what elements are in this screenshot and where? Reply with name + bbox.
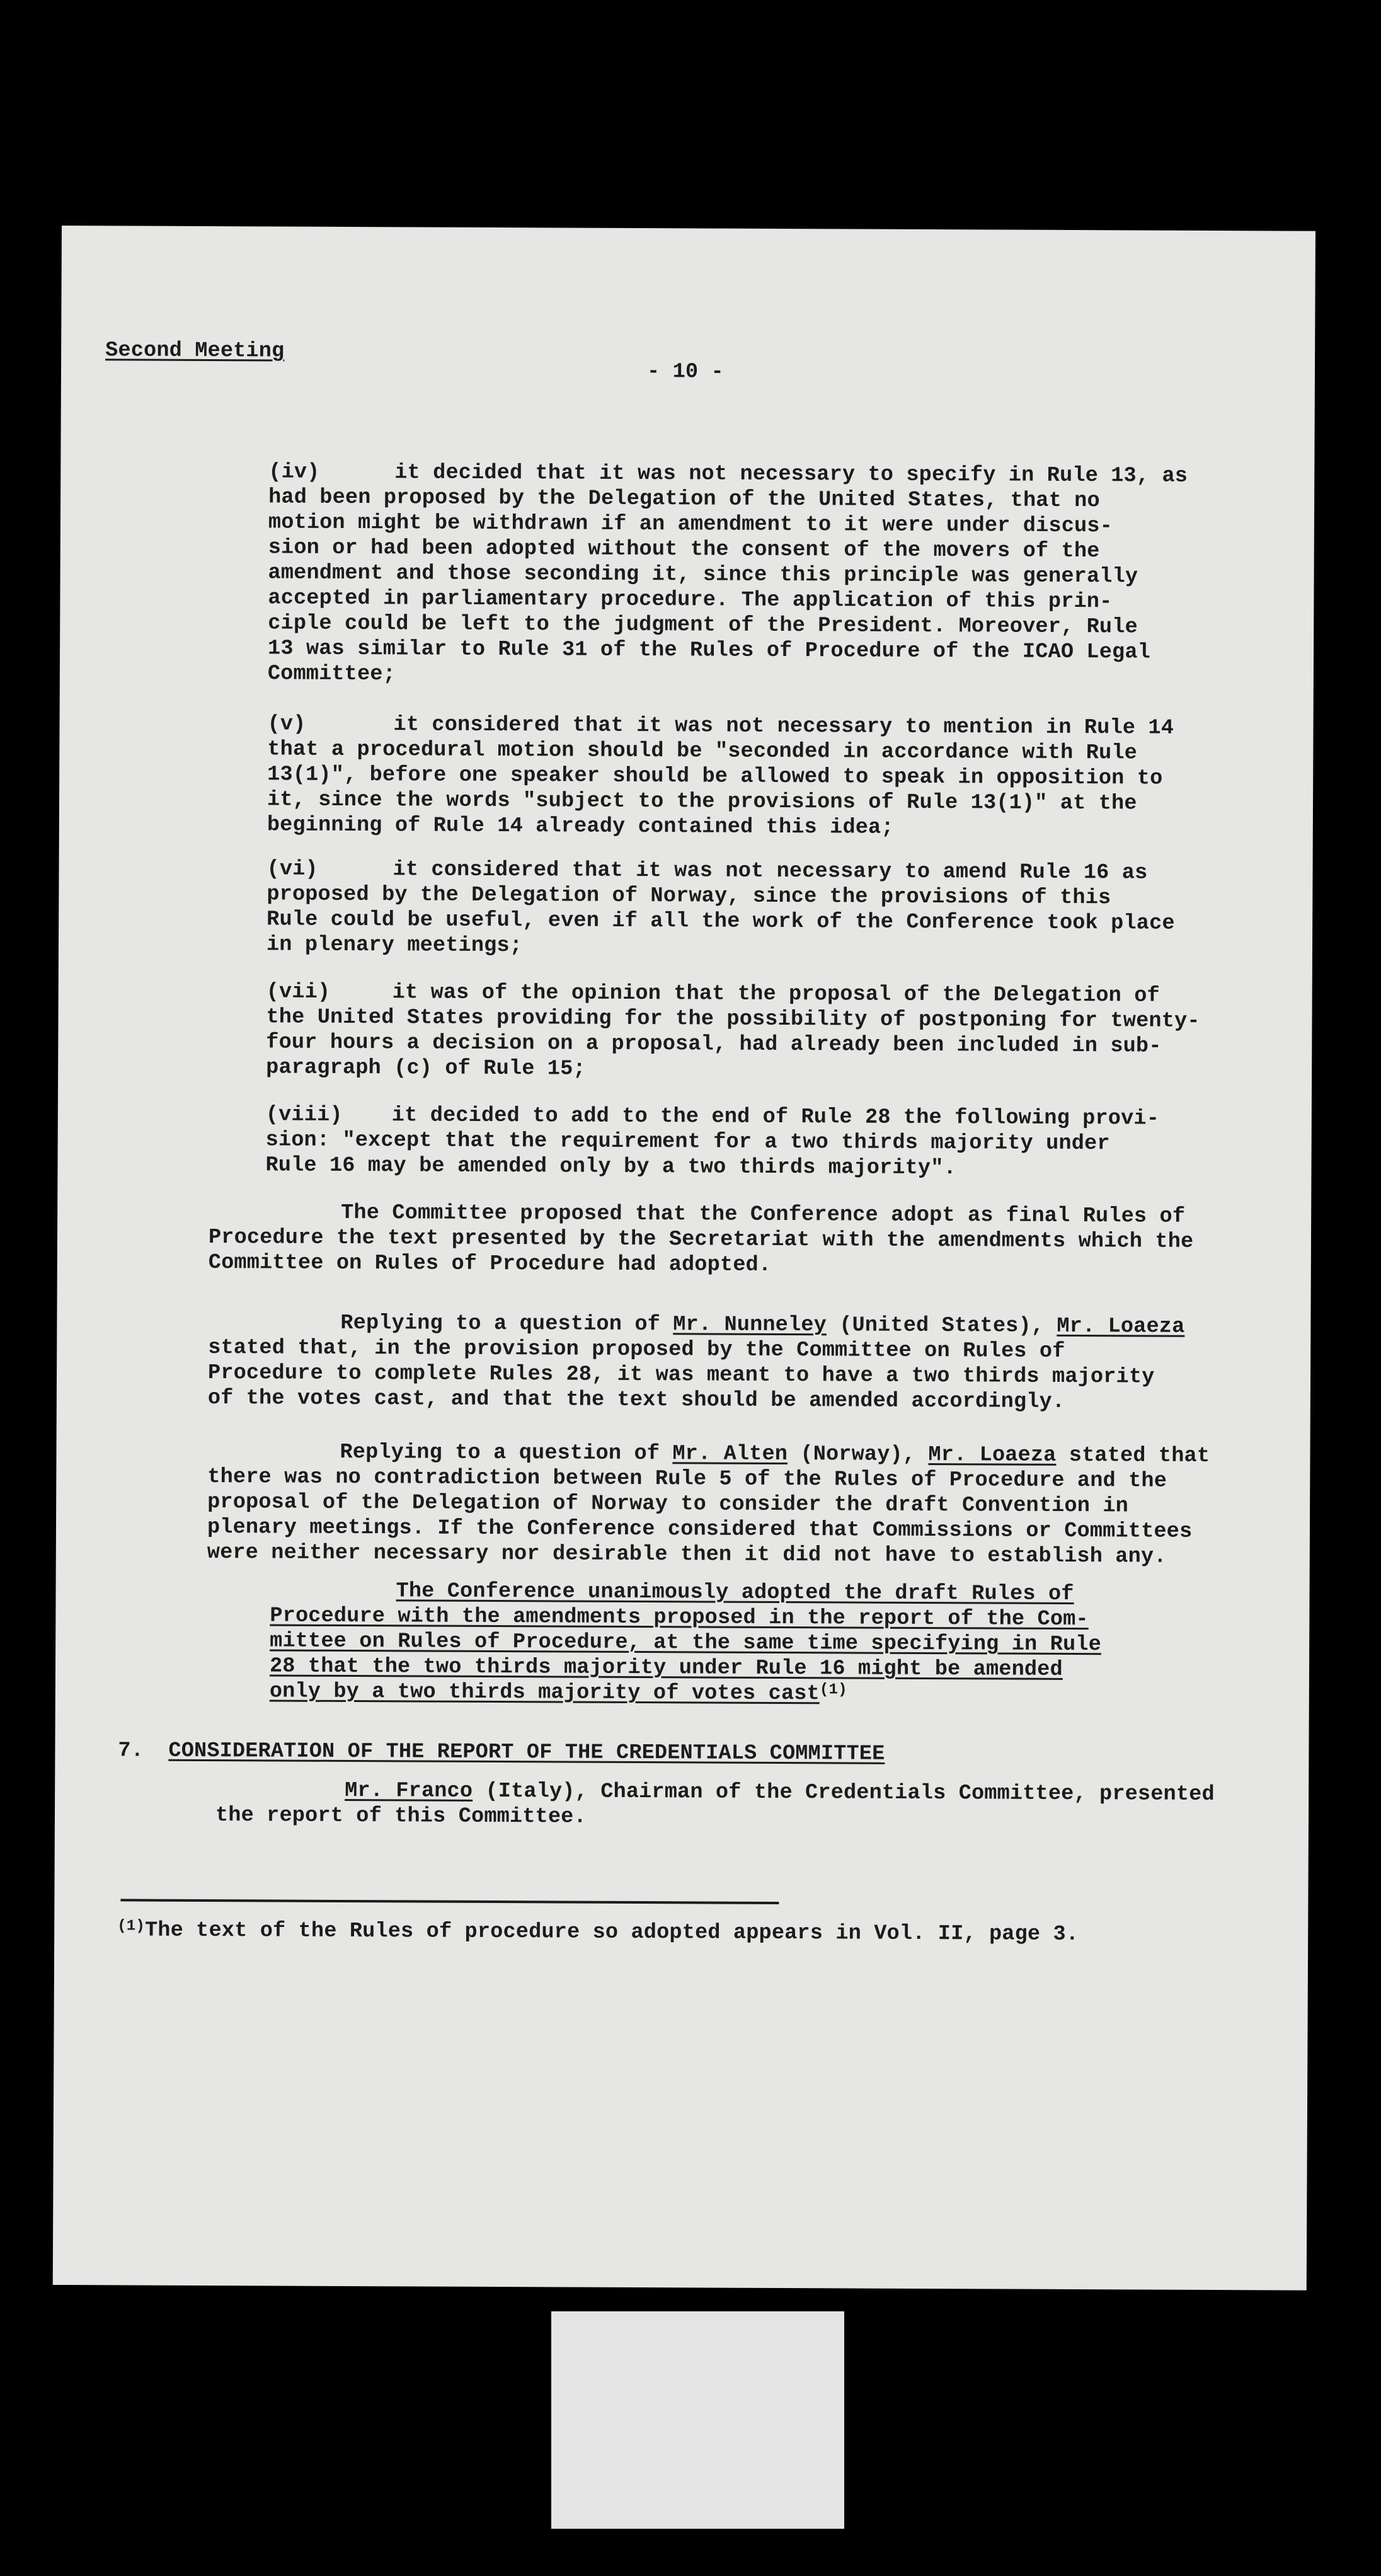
- item-marker: (viii): [265, 1103, 343, 1127]
- item-line: it considered that it was not necessary to amend Rule 16 as: [393, 858, 1148, 885]
- list-item-vii: [266, 979, 1200, 1084]
- item-line: it considered that it was not necessary to mention in Rule 14: [393, 713, 1174, 740]
- paragraph-nunneley: [208, 1310, 1185, 1415]
- item-line: proposed by the Delegation of Norway, since the provisions of this: [266, 882, 1111, 911]
- section-7-heading: [118, 1738, 885, 1766]
- paragraph-line: The Committee proposed that the Conference adopt as final Rules of: [341, 1200, 1186, 1229]
- resolution-line: 28 that the two thirds majority under Rule 16 might be amended: [269, 1654, 1063, 1682]
- item-line: in plenary meetings;: [266, 933, 523, 958]
- paragraph-text: stated that: [1056, 1443, 1210, 1468]
- item-marker: (vii): [266, 980, 331, 1004]
- footnote-marker: (1): [117, 1918, 146, 1935]
- footnote-text: The text of the Rules of procedure so adopted appears in Vol. II, page 3.: [144, 1918, 1079, 1947]
- speaker-name: Mr. Franco: [345, 1778, 473, 1803]
- resolution-line: mittee on Rules of Procedure, at the same time specifying in Rule: [270, 1629, 1101, 1657]
- document-page: [53, 226, 1315, 2291]
- item-line: had been proposed by the Delegation of the United States, that no: [268, 485, 1100, 514]
- item-line: amendment and those seconding it, since this principle was generally: [268, 561, 1138, 589]
- paragraph-line: stated that, in the provision proposed by the Committee on Rules of: [208, 1336, 1065, 1364]
- list-item-v: [267, 711, 1174, 841]
- resolution-line: The Conference unanimously adopted the draft Rules of: [396, 1579, 1074, 1607]
- resolution-line: Procedure with the amendments proposed in the report of the Com-: [270, 1604, 1089, 1632]
- paragraph-line: the report of this Committee.: [215, 1803, 587, 1829]
- item-line: four hours a decision on a proposal, had already been included in sub-: [266, 1030, 1162, 1059]
- item-marker: (iv): [268, 460, 320, 485]
- item-line: sion: "except that the requirement for a two thirds majority under: [265, 1128, 1110, 1156]
- paragraph-text: (Italy), Chairman of the Credentials Committee, presented: [473, 1779, 1215, 1807]
- item-line: beginning of Rule 14 already contained this idea;: [266, 813, 894, 840]
- footnote-divider: [120, 1899, 779, 1904]
- item-line: 13(1)", before one speaker should be allowed to speak in opposition to: [267, 762, 1163, 791]
- paragraph-text: Replying to a question of: [340, 1311, 673, 1337]
- footnote-reference: (1): [819, 1681, 847, 1699]
- target-card: [551, 2311, 844, 2529]
- item-marker: (v): [267, 712, 306, 737]
- item-line: it decided to add to the end of Rule 28 the following provi-: [391, 1103, 1160, 1131]
- speaker-name: Mr. Loaeza: [928, 1443, 1057, 1468]
- paragraph-line: Procedure the text presented by the Secretariat with the amendments which the: [208, 1226, 1194, 1254]
- speaker-name: Mr. Alten: [672, 1442, 788, 1467]
- paragraph-text: (Norway),: [788, 1442, 929, 1468]
- paragraph-line: of the votes cast, and that the text should be amended accordingly.: [207, 1386, 1065, 1414]
- paragraph-text: Replying to a question of: [340, 1440, 673, 1466]
- paragraph-line: proposal of the Delegation of Norway to consider the draft Convention in: [207, 1490, 1129, 1519]
- footnote: [117, 1918, 1079, 1947]
- item-line: 13 was similar to Rule 31 of the Rules of Procedure of the ICAO Legal: [267, 636, 1151, 665]
- item-line: the United States providing for the possibility of postponing for twenty-: [266, 1005, 1200, 1033]
- item-line: Rule 16 may be amended only by a two thirds majority".: [265, 1153, 956, 1181]
- paragraph-line: there was no contradiction between Rule 5 of the Rules of Procedure and the: [207, 1465, 1167, 1493]
- item-line: that a procedural motion should be "seconded in accordance with Rule: [267, 737, 1138, 766]
- section-number: 7.: [118, 1739, 144, 1763]
- paragraph-alten: [207, 1439, 1210, 1570]
- item-marker: (vi): [266, 857, 318, 882]
- item-line: it, since the words "subject to the provisions of Rule 13(1)" at the: [266, 788, 1137, 816]
- resolution: [270, 1578, 1102, 1708]
- page-number: - 10 -: [646, 360, 724, 384]
- item-line: paragraph (c) of Rule 15;: [266, 1055, 586, 1081]
- item-line: it was of the opinion that the proposal of the Delegation of: [392, 980, 1160, 1008]
- paragraph-line: were neither necessary nor desirable then it did not have to establish any.: [207, 1541, 1167, 1569]
- speaker-name: Mr. Nunneley: [673, 1313, 827, 1338]
- paragraph-text: (United States),: [826, 1313, 1057, 1338]
- resolution-line: only by a two thirds majority of votes cast: [269, 1679, 820, 1706]
- speaker-name: Mr. Loaeza: [1057, 1314, 1185, 1339]
- section-title: CONSIDERATION OF THE REPORT OF THE CREDENTIALS COMMITTEE: [168, 1739, 885, 1766]
- list-item-viii: [265, 1102, 1159, 1182]
- paragraph-line: Committee on Rules of Procedure had adopted.: [208, 1251, 772, 1277]
- meeting-title: Second Meeting: [105, 338, 285, 364]
- list-item-iv: [268, 459, 1188, 690]
- item-line: motion might be withdrawn if an amendment to it were under discus-: [268, 510, 1113, 539]
- item-line: Committee;: [267, 662, 396, 687]
- item-line: ciple could be left to the judgment of the President. Moreover, Rule: [268, 611, 1138, 640]
- paragraph-line: Procedure to complete Rules 28, it was meant to have a two thirds majority: [207, 1361, 1155, 1389]
- list-item-vi: [266, 856, 1175, 961]
- item-line: sion or had been adopted without the consent of the movers of the: [268, 536, 1100, 564]
- section-7-paragraph: [215, 1778, 1215, 1832]
- item-line: it decided that it was not necessary to specify in Rule 13, as: [394, 461, 1188, 488]
- item-line: accepted in parliamentary procedure. The application of this prin-: [268, 586, 1113, 614]
- paragraph-committee: [209, 1200, 1194, 1280]
- item-line: Rule could be useful, even if all the work of the Conference took place: [266, 907, 1175, 936]
- paragraph-line: plenary meetings. If the Conference considered that Commissions or Committees: [207, 1515, 1193, 1544]
